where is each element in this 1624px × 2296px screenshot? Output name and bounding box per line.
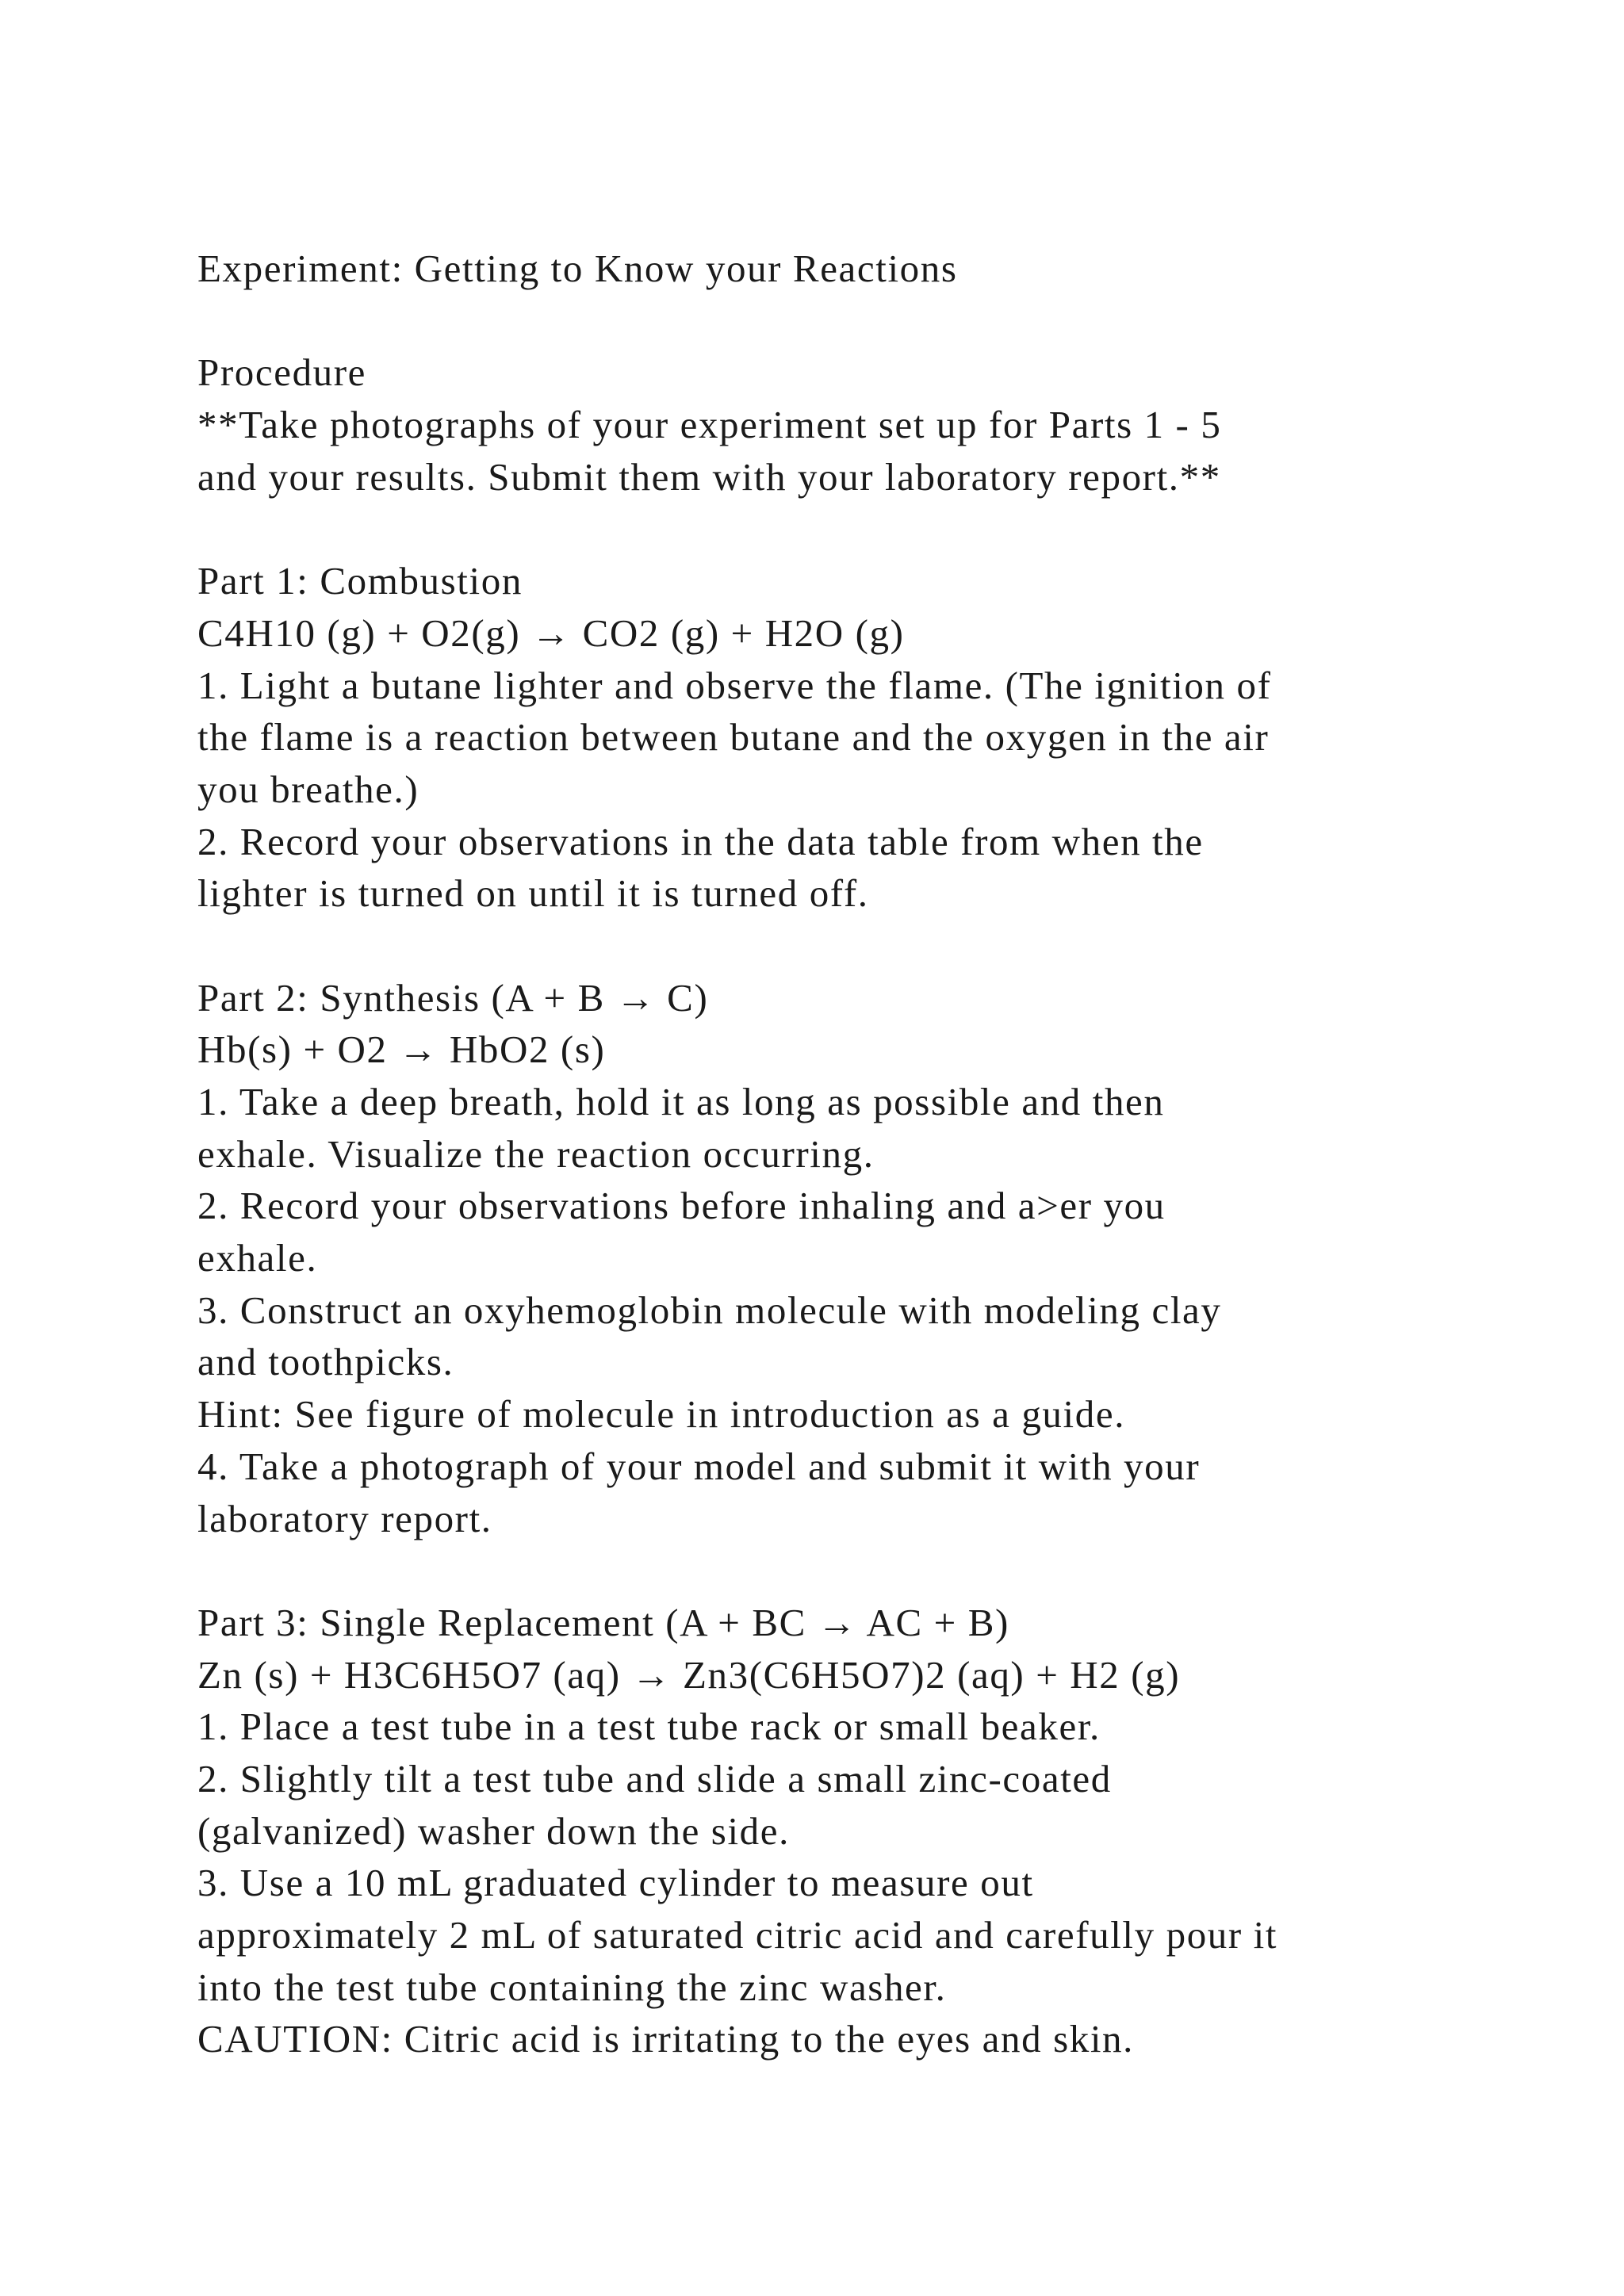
spacer xyxy=(197,920,1561,972)
part2-step-line: exhale. Visualize the reaction occurring. xyxy=(197,1131,875,1176)
part1-step-line: lighter is turned on until it is turned off. xyxy=(197,871,869,916)
part3-equation: Zn (s) + H3C6H5O7 (aq) → Zn3(C6H5O7)2 (aq) + H2 (g) xyxy=(197,1652,1181,1697)
document-page xyxy=(197,243,1561,2065)
part3-step-line: approximately 2 mL of saturated citric acid and carefully pour it xyxy=(197,1913,1278,1957)
part2-step-line: 1. Take a deep breath, hold it as long as possible and then xyxy=(197,1080,1165,1123)
part2-step-line: exhale. xyxy=(197,1236,318,1280)
part3-step-line: into the test tube containing the zinc washer. xyxy=(197,1965,947,2009)
part3-caution: CAUTION: Citric acid is irritating to the eyes and skin. xyxy=(197,2017,1134,2061)
part2-hint: Hint: See figure of molecule in introduction as a guide. xyxy=(197,1392,1126,1437)
part1-step-line: 1. Light a butane lighter and observe the flame. (The ignition of xyxy=(197,663,1272,707)
part1-heading: Part 1: Combustion xyxy=(197,559,523,603)
part1-step-line: the flame is a reaction between butane and the oxygen in the air xyxy=(197,715,1270,760)
part2-equation: Hb(s) + O2 → HbO2 (s) xyxy=(197,1027,606,1072)
spacer xyxy=(197,503,1561,555)
part1-step-line: you breathe.) xyxy=(197,767,419,811)
part3-step-line: 2. Slightly tilt a test tube and slide a small zinc-coated xyxy=(197,1756,1112,1800)
part3-heading: Part 3: Single Replacement (A + BC → AC + B) xyxy=(197,1600,1009,1644)
part1-equation: C4H10 (g) + O2(g) → CO2 (g) + H2O (g) xyxy=(197,610,905,655)
document-title: Experiment: Getting to Know your Reactions xyxy=(197,247,958,290)
part2-step-line: 2. Record your observations before inhaling and a>er you xyxy=(197,1184,1166,1228)
procedure-note-line: **Take photographs of your experiment set up for Parts 1 - 5 xyxy=(197,403,1222,447)
part3-step-line: (galvanized) washer down the side. xyxy=(197,1808,790,1853)
part2-heading: Part 2: Synthesis (A + B → C) xyxy=(197,975,709,1020)
part2-step-line: 3. Construct an oxyhemoglobin molecule with modeling clay xyxy=(197,1288,1222,1332)
part1-step-line: 2. Record your observations in the data table from when the xyxy=(197,819,1204,863)
part2-step-line: and toothpicks. xyxy=(197,1340,454,1384)
part2-step-line: laboratory report. xyxy=(197,1496,492,1540)
spacer xyxy=(197,295,1561,347)
procedure-heading: Procedure xyxy=(197,350,367,395)
procedure-note-line: and your results. Submit them with your laboratory report.** xyxy=(197,454,1221,499)
spacer xyxy=(197,1544,1561,1597)
part2-step-line: 4. Take a photograph of your model and submit it with your xyxy=(197,1444,1201,1488)
part3-step-line: 3. Use a 10 mL graduated cylinder to measure out xyxy=(197,1861,1034,1905)
part3-step-line: 1. Place a test tube in a test tube rack or small beaker. xyxy=(197,1705,1101,1749)
